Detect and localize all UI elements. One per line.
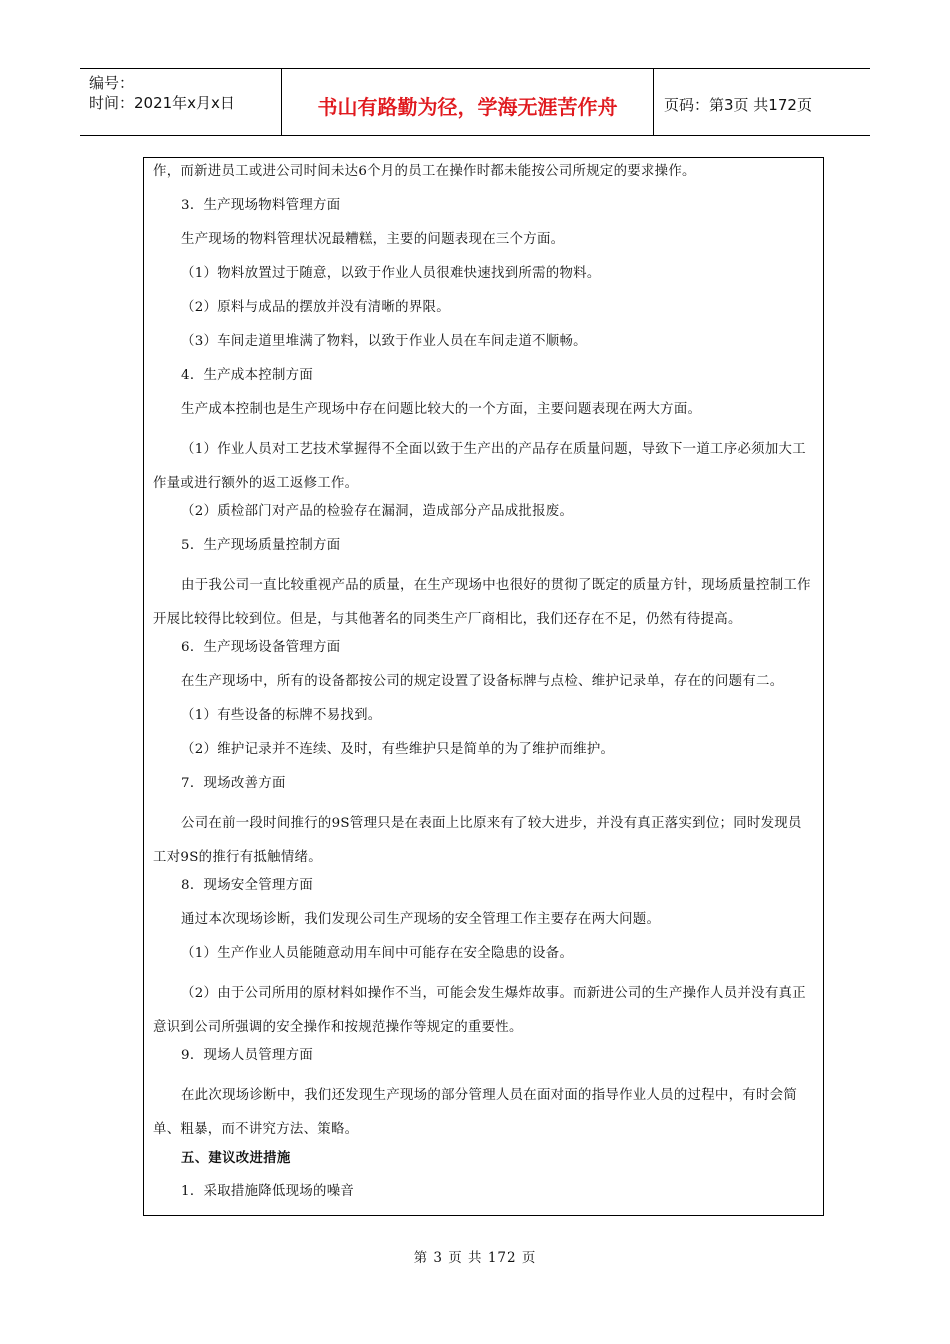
body-paragraph: 公司在前一段时间推行的9S管理只是在表面上比原来有了较大进步，并没有真正落实到位；同时发现员工对9S的推行有抵触情绪。	[153, 816, 802, 865]
header-number-label: 编号：	[89, 74, 135, 92]
body-paragraph: 由于我公司一直比较重视产品的质量，在生产现场中也很好的贯彻了既定的质量方针，现场质量控制工作开展比较得比较到位。但是，与其他著名的同类生产厂商相比，我们还存在不足，仍然有待提高。	[153, 578, 811, 627]
header-time-label: 时间：2021年x月x日	[89, 94, 235, 112]
list-item: （1）有些设备的标牌不易找到。	[181, 708, 382, 723]
page-header	[80, 68, 870, 136]
section-heading: 5．生产现场质量控制方面	[181, 538, 341, 553]
body-paragraph: 在此次现场诊断中，我们还发现生产现场的部分管理人员在面对面的指导作业人员的过程中，有时会简单、粗暴，而不讲究方法、策略。	[153, 1088, 798, 1137]
page-footer: 第 3 页 共 172 页	[413, 1250, 537, 1266]
chapter-heading: 五、建议改进措施	[181, 1150, 291, 1166]
section-heading: 6．生产现场设备管理方面	[181, 640, 341, 655]
body-line: 生产现场的物料管理状况最糟糕，主要的问题表现在三个方面。	[181, 232, 565, 247]
header-meta	[80, 69, 282, 135]
section-heading: 4．生产成本控制方面	[181, 368, 314, 383]
section-heading: 1．采取措施降低现场的噪音	[181, 1184, 355, 1199]
document-body	[143, 157, 824, 1216]
section-heading: 8．现场安全管理方面	[181, 878, 314, 893]
body-line: 生产成本控制也是生产现场中存在问题比较大的一个方面，主要问题表现在两大方面。	[181, 402, 702, 417]
section-heading: 3．生产现场物料管理方面	[181, 198, 341, 213]
list-item: （1）生产作业人员能随意动用车间中可能存在安全隐患的设备。	[181, 946, 574, 961]
list-item: （1）作业人员对工艺技术掌握得不全面以致于生产出的产品存在质量问题，导致下一道工序必须加大工作量或进行额外的返工返修工作。	[153, 442, 806, 491]
body-line: 通过本次现场诊断，我们发现公司生产现场的安全管理工作主要存在两大问题。	[181, 912, 661, 927]
body-line: 作，而新进员工或进公司时间未达6个月的员工在操作时都未能按公司所规定的要求操作。	[153, 164, 696, 179]
list-item: （2）质检部门对产品的检验存在漏洞，造成部分产品成批报废。	[181, 504, 574, 519]
list-item: （1）物料放置过于随意，以致于作业人员很难快速找到所需的物料。	[181, 266, 601, 281]
list-item: （2）由于公司所用的原材料如操作不当，可能会发生爆炸故事。而新进公司的生产操作人员并没有真正意识到公司所强调的安全操作和按规范操作等规定的重要性。	[153, 986, 806, 1035]
list-item: （2）原料与成品的摆放并没有清晰的界限。	[181, 300, 450, 315]
section-heading: 9．现场人员管理方面	[181, 1048, 314, 1063]
header-motto: 书山有路勤为径，学海无涯苦作舟	[282, 69, 654, 135]
header-page-info: 页码：第3页 共172页	[664, 95, 812, 114]
list-item: （2）维护记录并不连续、及时，有些维护只是简单的为了维护而维护。	[181, 742, 615, 757]
body-line: 在生产现场中，所有的设备都按公司的规定设置了设备标牌与点检、维护记录单，存在的问题有二。	[181, 674, 784, 689]
section-heading: 7．现场改善方面	[181, 776, 286, 791]
list-item: （3）车间走道里堆满了物料，以致于作业人员在车间走道不顺畅。	[181, 334, 587, 349]
